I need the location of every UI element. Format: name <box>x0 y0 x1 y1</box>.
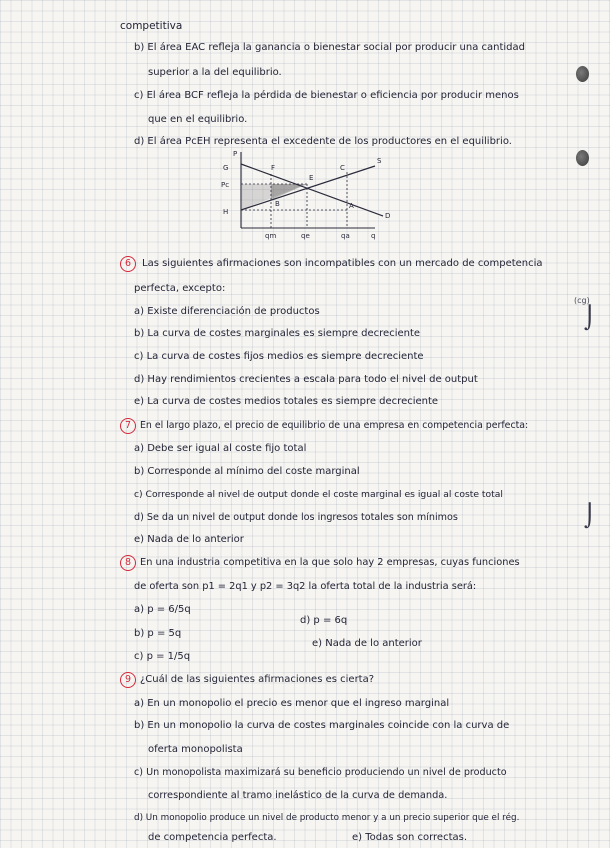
q6-stem-cont: perfecta, excepto: <box>134 283 226 294</box>
q7-option-d: d) Se da un nivel de output donde los ingresos totales son mínimos <box>134 512 458 523</box>
q7-option-c: c) Corresponde al nivel de output donde el coste marginal es igual al coste total <box>134 489 503 500</box>
question-number-6: 6 <box>120 256 136 272</box>
q8-option-c: c) p = 1/5q <box>134 651 191 662</box>
q8-stem: En una industria competitiva en la que solo hay 2 empresas, cuyas funciones <box>140 557 520 568</box>
graph-label: A <box>349 202 354 210</box>
graph-label: G <box>223 164 229 172</box>
graph-label: Pc <box>221 181 230 189</box>
q9-option-d: d) Un monopolio produce un nivel de producto menor y a un precio superior que el rég. <box>134 813 520 823</box>
q6-option-a: a) Existe diferenciación de productos <box>134 306 320 317</box>
q8-option-d: d) p = 6q <box>300 615 348 626</box>
q8-option-a: a) p = 6/5q <box>134 604 191 615</box>
graph-label: B <box>275 200 280 208</box>
q7-option-b: b) Corresponde al mínimo del coste marginal <box>134 466 360 477</box>
q9-stem: ¿Cuál de las siguientes afirmaciones es cierta? <box>140 674 375 685</box>
statement-b: b) El área EAC refleja la ganancia o bienestar social por producir una cantidad <box>134 42 525 53</box>
q9-option-a: a) En un monopolio el precio es menor que el ingreso marginal <box>134 698 450 709</box>
statement-b-cont: superior a la del equilibrio. <box>148 67 282 78</box>
q9-option-c: c) Un monopolista maximizará su beneficio produciendo un nivel de producto <box>134 767 507 778</box>
q6-option-b: b) La curva de costes marginales es siempre decreciente <box>134 328 421 339</box>
graph-label: E <box>309 174 314 182</box>
graph-label: F <box>271 164 276 172</box>
margin-bracket: ⌡ <box>584 306 596 331</box>
q7-option-e: e) Nada de lo anterior <box>134 534 244 545</box>
q6-margin-note: (cg) <box>574 296 590 305</box>
supply-demand-graph <box>215 148 415 244</box>
q6-stem: Las siguientes afirmaciones son incompatibles con un mercado de competencia <box>142 258 543 269</box>
q6-option-e: e) La curva de costes medios totales es siempre decreciente <box>134 396 439 407</box>
graph-label: qe <box>301 232 310 240</box>
q6-option-d: d) Hay rendimientos crecientes a escala para todo el nivel de output <box>134 374 478 385</box>
margin-bracket: ⌡ <box>584 504 596 529</box>
q9-option-c-cont: correspondiente al tramo inelástico de la curva de demanda. <box>148 790 448 801</box>
q9-option-e: e) Todas son correctas. <box>352 832 467 843</box>
binder-hole <box>576 66 589 82</box>
graph-label: qm <box>265 232 277 240</box>
q6-option-c: c) La curva de costes fijos medios es siempre decreciente <box>134 351 424 362</box>
q9-option-b: b) En un monopolio la curva de costes marginales coincide con la curva de <box>134 720 510 731</box>
q8-stem-cont: de oferta son p1 = 2q1 y p2 = 3q2 la oferta total de la industria será: <box>134 581 477 592</box>
q9-option-b-cont: oferta monopolista <box>148 744 243 755</box>
graph-label: C <box>340 164 345 172</box>
binder-hole <box>576 150 589 166</box>
statement-c-cont: que en el equilibrio. <box>148 114 248 125</box>
graph-label: D <box>385 212 391 220</box>
q9-option-d-cont: de competencia perfecta. <box>148 832 277 843</box>
q8-option-b: b) p = 5q <box>134 628 182 639</box>
question-number-7: 7 <box>120 418 136 434</box>
statement-d: d) El área PcEH representa el excedente de los productores en el equilibrio. <box>134 136 512 147</box>
graph-label: S <box>377 157 382 165</box>
q8-option-e: e) Nada de lo anterior <box>312 638 422 649</box>
q7-stem: En el largo plazo, el precio de equilibrio de una empresa en competencia perfecta: <box>140 420 529 431</box>
graph-label: q <box>371 232 376 240</box>
graph-label: P <box>233 150 238 158</box>
statement-c: c) El área BCF refleja la pérdida de bienestar o eficiencia por producir menos <box>134 90 519 101</box>
graph-label: qa <box>341 232 350 240</box>
question-number-9: 9 <box>120 672 136 688</box>
q7-option-a: a) Debe ser igual al coste fijo total <box>134 443 307 454</box>
graph-label: H <box>223 208 229 216</box>
header-text: competitiva <box>120 20 183 32</box>
question-number-8: 8 <box>120 555 136 571</box>
